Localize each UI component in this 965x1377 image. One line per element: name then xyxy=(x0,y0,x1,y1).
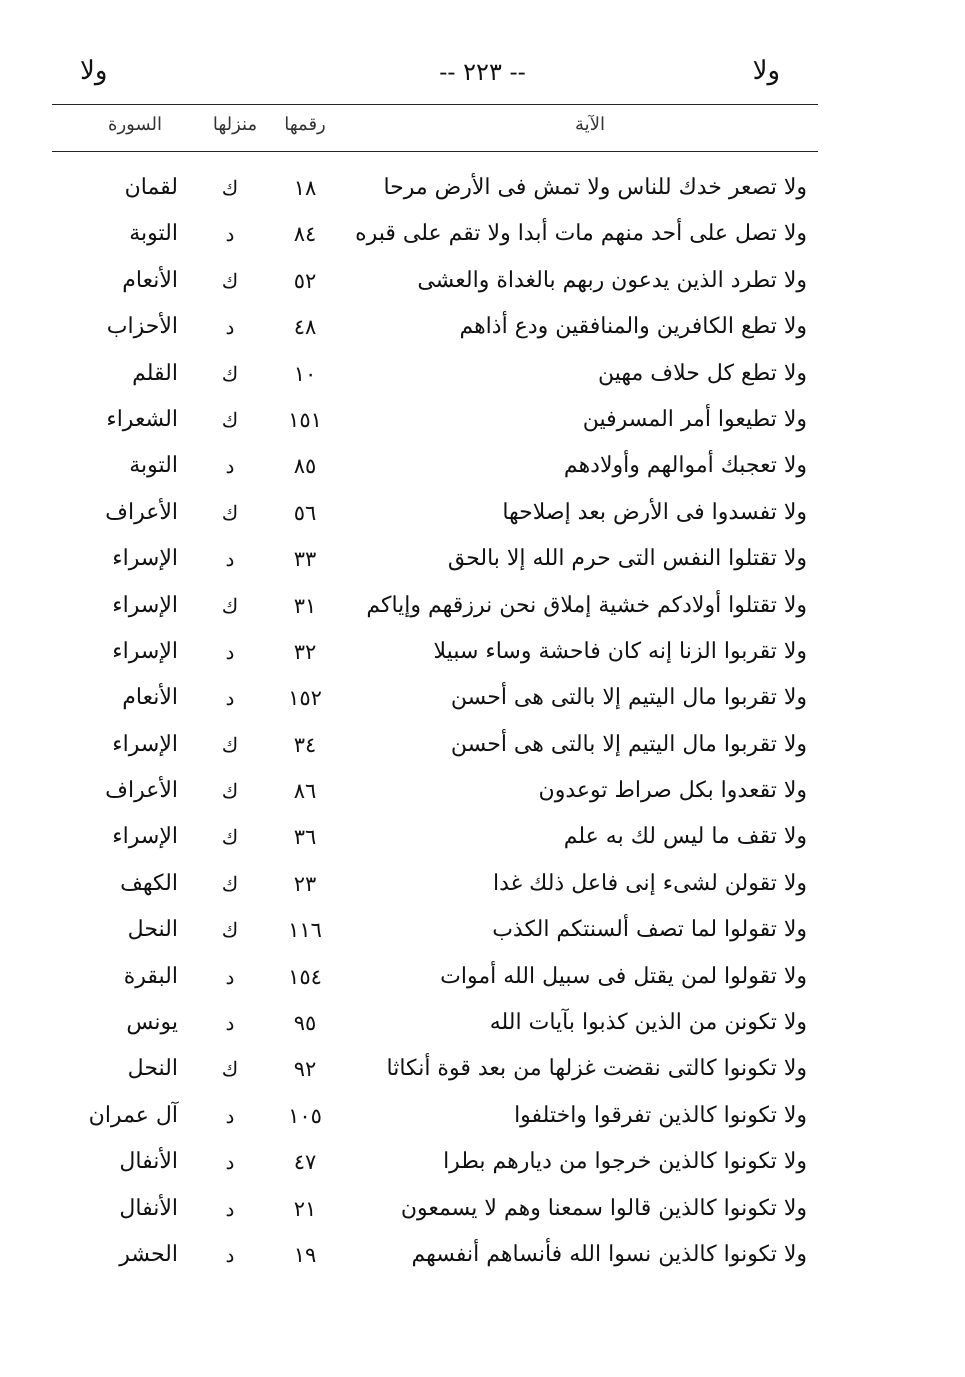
table-row xyxy=(0,814,965,860)
ayah-text: ولا تطع الكافرين والمنافقين ودع أذاهم xyxy=(459,314,807,340)
surah-name: النحل xyxy=(127,917,178,943)
ayah-number: ٢٣ xyxy=(293,871,317,896)
ayah-number: ٣٦ xyxy=(293,825,317,850)
ayah-text: ولا تكونن من الذين كذبوا بآيات الله xyxy=(489,1010,807,1036)
table-row xyxy=(0,1139,965,1185)
ayah-number: ٣٢ xyxy=(293,639,317,664)
revelation-type: د xyxy=(225,315,235,340)
surah-name: الإسراء xyxy=(112,546,178,572)
ayah-text: ولا تعجبك أموالهم وأولادهم xyxy=(563,453,807,479)
table-row xyxy=(0,1000,965,1046)
surah-name: لقمان xyxy=(124,175,178,200)
surah-name: القلم xyxy=(132,360,178,386)
revelation-type: د xyxy=(225,547,235,572)
table-row xyxy=(0,304,965,350)
ayah-number: ٥٦ xyxy=(293,500,317,525)
revelation-type: د xyxy=(225,686,235,711)
ayah-number: ٥٢ xyxy=(293,268,317,293)
table-row xyxy=(0,583,965,629)
surah-name: التوبة xyxy=(129,453,178,479)
ayah-number: ١٨ xyxy=(293,176,317,200)
surah-name: الكهف xyxy=(120,870,178,896)
table-row xyxy=(0,211,965,257)
ayah-text: ولا تقولوا لمن يقتل فى سبيل الله أموات xyxy=(440,963,807,989)
revelation-type: د xyxy=(225,1103,235,1128)
table-row xyxy=(0,907,965,953)
ayah-text: ولا تقربوا الزنا إنه كان فاحشة وساء سبيلا xyxy=(433,638,807,664)
ayah-text: ولا تقعدوا بكل صراط توعدون xyxy=(538,778,807,804)
ayah-number: ٤٧ xyxy=(293,1150,317,1175)
surah-name: الإسراء xyxy=(112,592,178,618)
ayah-number: ٢١ xyxy=(293,1196,317,1221)
table-row xyxy=(0,722,965,768)
surah-name: الإسراء xyxy=(112,638,178,664)
ayah-text: ولا تصعر خدك للناس ولا تمش فى الأرض مرحا xyxy=(383,175,807,200)
revelation-type: د xyxy=(225,1242,235,1267)
column-header-number: رقمها xyxy=(284,114,326,135)
ayah-number: ١٠٥ xyxy=(288,1103,322,1128)
table-row xyxy=(0,490,965,536)
running-head xyxy=(0,52,965,96)
table-row xyxy=(0,1186,965,1232)
table-row xyxy=(0,351,965,397)
table-row xyxy=(0,675,965,721)
revelation-type: ك xyxy=(221,779,239,804)
revelation-type: ك xyxy=(221,593,239,618)
revelation-type: ك xyxy=(221,871,239,896)
header-keyword-right: ولا xyxy=(752,56,780,86)
ayah-number: ٣١ xyxy=(293,593,317,618)
ayah-text: ولا تفسدوا فى الأرض بعد إصلاحها xyxy=(502,499,807,525)
ayah-text: ولا تكونوا كالذين تفرقوا واختلفوا xyxy=(514,1102,807,1128)
ayah-text: ولا تقولن لشىء إنى فاعل ذلك غدا xyxy=(493,870,807,896)
ayah-text: ولا تكونوا كالتى نقضت غزلها من بعد قوة أنكاثا xyxy=(386,1056,807,1082)
revelation-type: د xyxy=(225,964,235,989)
verse-index-table xyxy=(0,165,965,1278)
revelation-type: ك xyxy=(221,361,239,386)
surah-name: البقرة xyxy=(123,963,178,989)
surah-name: الأنعام xyxy=(122,267,178,293)
surah-name: الشعراء xyxy=(106,406,178,432)
ayah-text: ولا تطرد الذين يدعون ربهم بالغداة والعشى xyxy=(417,267,807,293)
column-header-surah: السورة xyxy=(108,114,162,135)
surah-name: الحشر xyxy=(119,1241,178,1267)
header-keyword-left: ولا xyxy=(80,56,108,86)
page-number: -- ٢٢٣ -- xyxy=(439,58,526,86)
table-row xyxy=(0,861,965,907)
table-row xyxy=(0,1046,965,1092)
surah-name: التوبة xyxy=(129,221,178,247)
ayah-text: ولا تصل على أحد منهم مات أبدا ولا تقم على قبره xyxy=(355,221,807,247)
table-row xyxy=(0,1232,965,1278)
ayah-text: ولا تطع كل حلاف مهين xyxy=(598,360,807,386)
revelation-type: ك xyxy=(221,500,239,525)
ayah-text: ولا تقتلوا أولادكم خشية إملاق نحن نرزقهم وإياكم xyxy=(366,592,807,618)
revelation-type: د xyxy=(225,639,235,664)
surah-name: الإسراء xyxy=(112,824,178,850)
ayah-number: ٨٥ xyxy=(293,454,317,479)
column-header-revelation: منزلها xyxy=(212,114,258,135)
ayah-number: ١٥٤ xyxy=(288,964,322,989)
surah-name: الأعراف xyxy=(105,778,178,804)
table-row xyxy=(0,536,965,582)
revelation-type: د xyxy=(225,454,235,479)
ayah-text: ولا تقف ما ليس لك به علم xyxy=(563,824,807,850)
ayah-number: ٩٥ xyxy=(293,1011,317,1036)
revelation-type: ك xyxy=(221,268,239,293)
table-row xyxy=(0,165,965,211)
surah-name: الإسراء xyxy=(112,731,178,757)
ayah-number: ١١٦ xyxy=(288,918,322,943)
ayah-number: ٣٤ xyxy=(293,732,317,757)
ayah-number: ١٥٢ xyxy=(288,686,322,711)
ayah-text: ولا تقربوا مال اليتيم إلا بالتى هى أحسن xyxy=(450,685,807,711)
revelation-type: ك xyxy=(221,1057,239,1082)
surah-name: يونس xyxy=(126,1010,178,1036)
revelation-type: د xyxy=(225,222,235,247)
column-header-rule xyxy=(52,151,818,152)
revelation-type: ك xyxy=(221,176,239,200)
ayah-text: ولا تقولوا لما تصف ألسنتكم الكذب xyxy=(492,917,807,943)
ayah-number: ٤٨ xyxy=(293,315,317,340)
revelation-type: د xyxy=(225,1196,235,1221)
ayah-number: ١٠ xyxy=(293,361,317,386)
revelation-type: د xyxy=(225,1150,235,1175)
header-rule xyxy=(52,104,818,105)
ayah-number: ١٥١ xyxy=(288,407,322,432)
surah-name: الأنعام xyxy=(122,685,178,711)
surah-name: الأحزاب xyxy=(106,314,178,340)
ayah-text: ولا تطيعوا أمر المسرفين xyxy=(582,406,807,432)
surah-name: النحل xyxy=(127,1056,178,1082)
ayah-text: ولا تكونوا كالذين خرجوا من ديارهم بطرا xyxy=(443,1149,807,1175)
ayah-number: ٨٦ xyxy=(293,779,317,804)
table-row xyxy=(0,397,965,443)
surah-name: الأعراف xyxy=(105,499,178,525)
table-row xyxy=(0,258,965,304)
ayah-number: ١٩ xyxy=(293,1242,317,1267)
revelation-type: ك xyxy=(221,918,239,943)
ayah-text: ولا تكونوا كالذين نسوا الله فأنساهم أنفسهم xyxy=(411,1241,807,1267)
ayah-number: ٩٢ xyxy=(293,1057,317,1082)
revelation-type: ك xyxy=(221,732,239,757)
table-row xyxy=(0,629,965,675)
table-row xyxy=(0,954,965,1000)
revelation-type: ك xyxy=(221,825,239,850)
ayah-text: ولا تكونوا كالذين قالوا سمعنا وهم لا يسمعون xyxy=(400,1195,807,1221)
table-row xyxy=(0,443,965,489)
revelation-type: ك xyxy=(221,407,239,432)
column-header-ayah: الآية xyxy=(575,114,605,135)
table-row xyxy=(0,768,965,814)
ayah-number: ٨٤ xyxy=(293,222,317,247)
surah-name: الأنفال xyxy=(119,1149,178,1175)
surah-name: آل عمران xyxy=(88,1102,178,1128)
surah-name: الأنفال xyxy=(119,1195,178,1221)
ayah-text: ولا تقربوا مال اليتيم إلا بالتى هى أحسن xyxy=(450,731,807,757)
ayah-number: ٣٣ xyxy=(293,547,317,572)
revelation-type: د xyxy=(225,1011,235,1036)
table-row xyxy=(0,1093,965,1139)
ayah-text: ولا تقتلوا النفس التى حرم الله إلا بالحق xyxy=(447,546,807,572)
